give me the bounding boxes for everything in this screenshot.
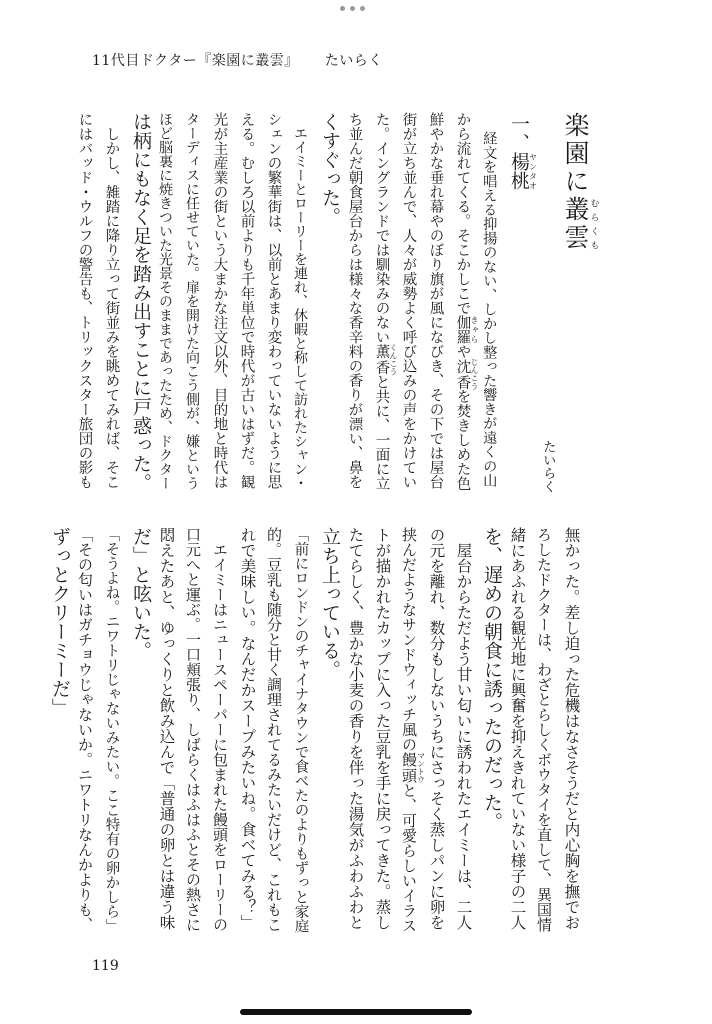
body-column: ち並んだ朝食屋台からは様々な香辛料の香りが漂い、鼻を [346,112,363,489]
home-indicator[interactable] [240,1009,472,1015]
body-column: しかし、雑踏に降り立って街並みを眺めてみれば、そこ [103,112,120,489]
body-column: 「その匂いはガチョウじゃないか。ニワトリなんかよりも、 [76,527,94,932]
header-author: たいらく [324,53,383,69]
story-byline: たいらく [540,440,556,493]
header-title: 11代目ドクター『楽園に叢雲』 [92,53,299,69]
body-column: れで美味しい。なんだかスープみたいね。食べてみる？」 [238,527,257,930]
body-column: た。イングランドでは馴染みのない薫香 くんこうと共に、一面に立 [373,112,398,491]
body-column: だ」と呟いた。 [130,527,152,660]
body-column: 無かった。差し迫った危機はなさそうだと内心胸を撫でお [562,527,581,930]
body-column: 緒にあふれる観光地に興奮を抑えきれていない様子の二人 [508,527,527,930]
body-column: 的。豆乳も随分と甘く調理されてるみたいだけど、これもこ [265,527,283,932]
body-column: 「前にロンドンのチャイナタウンで食べたのよりもずっと家庭 [292,527,309,933]
body-column: 屋台からただよう甘い匂いに誘われたエイミーは、二人 [454,527,473,930]
body-column: にはバッド・ウルフの警告も、トリックスター旅団の影も [76,112,93,489]
running-header [92,50,383,70]
body-column: 「そうよね。ニワトリじゃないみたい。ここ特有の卵かしら」 [103,527,120,933]
body-column: 経文を唱える抑揚のない、しかし整った響きが遠くの山 [481,131,498,488]
body-column: 口元へと運ぶ。一口頬張り、しばらくはふはふとその熱さに [184,527,202,932]
body-column: 街が立ち並んで、人々が威勢よく呼び込みの声をかけてい [400,112,417,489]
body-column: 鮮やかな垂れ幕やのぼり旗が風になびき、その下では屋台 [427,112,444,489]
body-column: 立ち上っている。 [319,527,341,679]
body-column: の元を離れ、数分もしないうちにさっそく蒸しパンに卵を [427,527,446,930]
body-column: 光が主産業の街という大まかな注文以外、目的地と時代は [211,112,228,489]
section-heading: 一、楊ヤン桃タオ [508,114,538,190]
body-column: から流れてくる。そこかしこで伽羅 きゃらや沈香 じんこうを焚きしめた色 [454,112,479,491]
body-column: トが描かれたカップに入った豆乳を手に戻ってきた。蒸し [373,527,392,930]
story-title: 楽園に叢雲むらくも [561,112,599,252]
body-column: ほど脳裏に焼きついた光景そのままであったため、ドクター [157,112,173,490]
body-column: くすぐった。 [319,112,341,226]
body-column: たてらしく、豊かな小麦の香りを伴った湯気がふわふわと [346,527,365,930]
body-column: シェンの繁華街は、以前とあまり変わっていないように思 [265,112,282,489]
body-column: を、遅めの朝食に誘ったのだった。 [481,527,503,831]
body-column: エイミーはニュースペーパーに包まれた饅頭をローリーの [211,527,229,932]
page-number: 119 [92,958,119,974]
more-options-icon[interactable] [340,6,365,11]
body-column: ろしたドクターは、わざとらしくボウタイを直して、異国情 [535,527,553,932]
body-column: える。むしろ以前よりも千年単位で時代が古いはずだ。観 [238,112,255,489]
body-column: 挟んだようなサンドウィッチ風の饅頭マントウと、可愛らしいイラス [400,527,426,933]
body-column: は柄にもなく足を踏み出すことに戸惑った。 [130,112,152,492]
body-column: 悶えたあと、ゆっくりと飲み込んで「普通の卵とは違う味 [157,527,176,930]
body-column: ターディスに任せていた。扉を開けた向こう側が、嫌という [184,112,200,490]
body-column: エイミーとローリーを連れ、休暇と称して訪れたシャン・ [292,112,308,490]
body-column: ずっとクリーミーだ」 [49,527,71,717]
